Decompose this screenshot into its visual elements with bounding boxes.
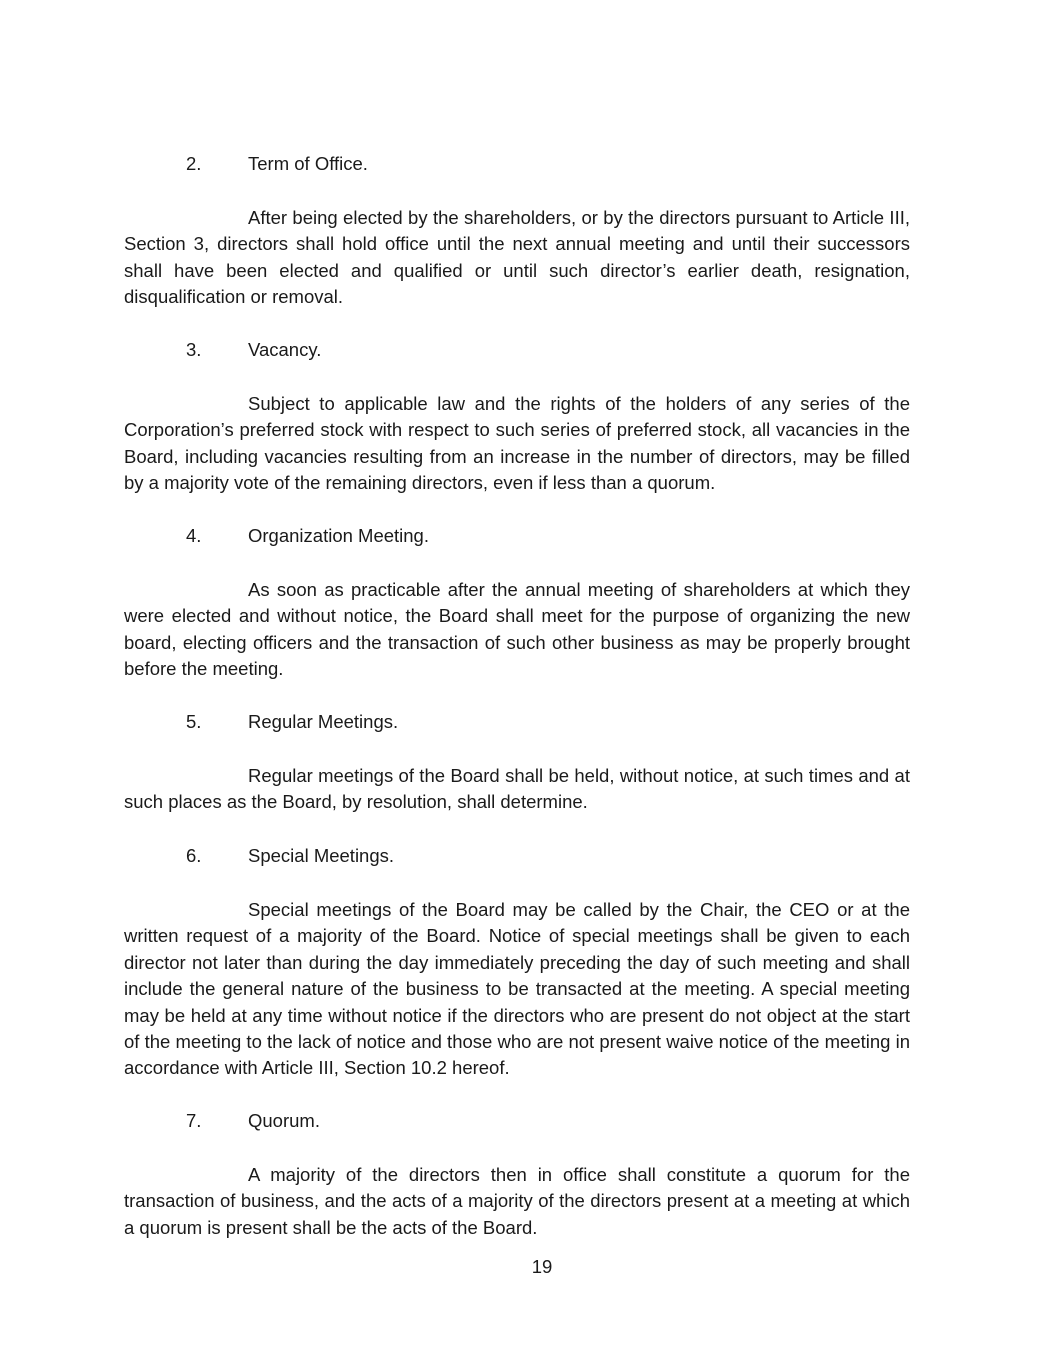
section-body: Subject to applicable law and the rights of the holders of any series of the Corporation’s preferred stock with respect to such series of preferred stock, all vacancies in the Board, including vacancies resulting from an increase in the number of directors, may be filled by a majority vote of the remaining directors, even if less than a quorum. <box>124 393 910 494</box>
section-quorum <box>124 1108 910 1241</box>
section-number: 2. <box>186 153 202 174</box>
section-number: 7. <box>186 1110 202 1131</box>
section-body: A majority of the directors then in office shall constitute a quorum for the transaction of business, and the acts of a majority of the directors present at a meeting at which a quorum is present shall be the acts of the Board. <box>124 1164 910 1238</box>
section-number: 5. <box>186 711 202 732</box>
section-number: 3. <box>186 339 202 360</box>
section-title: Special Meetings. <box>248 845 395 866</box>
section-regular-meetings <box>124 709 910 816</box>
section-heading <box>124 843 910 869</box>
section-heading <box>124 1108 910 1134</box>
section-organization-meeting <box>124 523 910 683</box>
section-body: Regular meetings of the Board shall be held, without notice, at such times and at such places as the Board, by resolution, shall determine. <box>124 765 910 813</box>
section-heading <box>124 709 910 735</box>
section-title: Organization Meeting. <box>248 525 429 546</box>
section-heading <box>124 337 910 363</box>
section-title: Regular Meetings. <box>248 711 399 732</box>
section-special-meetings <box>124 843 910 1082</box>
section-term-of-office <box>124 151 910 311</box>
page-number: 19 <box>531 1256 553 1277</box>
section-number: 4. <box>186 525 202 546</box>
section-body: After being elected by the shareholders, or by the directors pursuant to Article III, Section 3, directors shall hold office until the next annual meeting and until their successors shall have been elected and qualified or until such director’s earlier death, resignation, disqualification or removal. <box>124 207 910 308</box>
section-body: Special meetings of the Board may be called by the Chair, the CEO or at the written request of a majority of the Board. Notice of special meetings shall be given to each director not later than during the day immediately preceding the day of such meeting and shall include the general nature of the business to be transacted at the meeting. A special meeting may be held at any time without notice if the directors who are present do not object at the start of the meeting to the lack of notice and those who are not present waive notice of the meeting in accordance with Article III, Section 10.2 hereof. <box>124 899 910 1079</box>
section-number: 6. <box>186 845 202 866</box>
section-title: Term of Office. <box>248 153 368 174</box>
section-vacancy <box>124 337 910 497</box>
section-title: Quorum. <box>248 1110 320 1131</box>
section-title: Vacancy. <box>248 339 322 360</box>
section-body: As soon as practicable after the annual meeting of shareholders at which they were elected and without notice, the Board shall meet for the purpose of organizing the new board, electing officers and the transaction of such other business as may be properly brought before the meeting. <box>124 579 910 680</box>
section-heading <box>124 151 910 177</box>
section-heading <box>124 523 910 549</box>
